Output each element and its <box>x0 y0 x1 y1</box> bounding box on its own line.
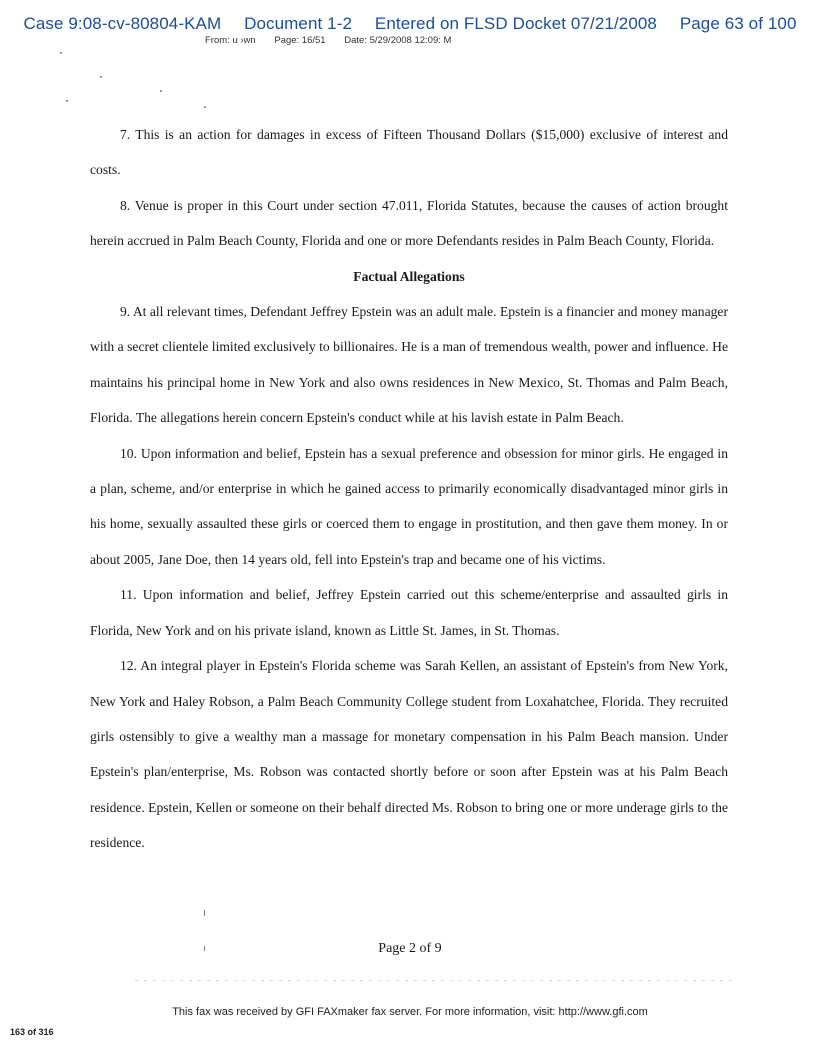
section-heading: Factual Allegations <box>353 268 465 284</box>
paragraph-10: 10. Upon information and belief, Epstein has a sexual preference and obsession for minor girls. He engaged in a plan, scheme, and/or enterprise in which he gained access to primarily economically disadvantaged minor girls in his home, sexually assaulted these girls or coerced them to engage in prostitution, and then gave them money. In or about 2005, Jane Doe, then 14 years old, fell into Epstein's trap and became one of his victims. <box>90 445 728 567</box>
fax-header <box>205 35 467 46</box>
scan-speck <box>100 76 102 78</box>
fax-date: Date: 5/29/2008 12:09: M <box>344 35 452 46</box>
document-body <box>90 117 728 861</box>
scan-speck <box>66 100 68 102</box>
fax-footer: This fax was received by GFI FAXmaker fax server. For more information, visit: http://www.gfi.com <box>172 1006 648 1018</box>
docket-header <box>0 14 820 34</box>
paragraph-12: 12. An integral player in Epstein's Florida scheme was Sarah Kellen, an assistant of Epstein's from New York, New York and Haley Robson, a Palm Beach Community College student from Loxahatchee, Florida. They recruited girls ostensibly to give a wealthy man a massage for monetary compensation in his Palm Beach mansion. Under Epstein's plan/enterprise, Ms. Robson was contacted shortly before or soon after Epstein was at his Palm Beach residence. Epstein, Kellen or someone on their behalf directed Ms. Robson to bring one or more underage girls to the residence. <box>90 658 728 851</box>
scan-speck <box>60 52 62 54</box>
case-number: Case 9:08-cv-80804-KAM <box>23 14 222 33</box>
scan-speck <box>160 90 162 92</box>
docket-page: Page 63 of 100 <box>679 14 797 33</box>
document-number: Document 1-2 <box>244 14 353 33</box>
scan-noise-line <box>135 980 735 981</box>
scan-speck <box>204 910 205 916</box>
paragraph-8: 8. Venue is proper in this Court under section 47.011, Florida Statutes, because the causes of action brought herein accrued in Palm Beach County, Florida and one or more Defendants resides in Palm Beach County, Florida. <box>90 197 728 249</box>
fax-from: From: u ›wn <box>205 35 256 46</box>
paragraph-9: 9. At all relevant times, Defendant Jeffrey Epstein was an adult male. Epstein is a financier and money manager with a secret clientele limited exclusively to billionaires. He is a man of tremendous wealth, power and influence. He maintains his principal home in New York and also owns residences in New Mexico, St. Thomas and Palm Beach, Florida. The allegations herein concern Epstein's conduct while at his lavish estate in Palm Beach. <box>90 304 728 426</box>
page-number: Page 2 of 9 <box>378 941 442 956</box>
scan-speck <box>204 106 206 108</box>
paragraph-7: 7. This is an action for damages in excess of Fifteen Thousand Dollars ($15,000) exclusive of interest and costs. <box>90 127 728 178</box>
fax-page: Page: 16/51 <box>274 35 326 46</box>
paragraph-11: 11. Upon information and belief, Jeffrey Epstein carried out this scheme/enterprise and assaulted girls in Florida, New York and on his private island, known as Little St. James, in St. Thomas. <box>90 587 728 638</box>
page-counter: 163 of 316 <box>10 1027 54 1037</box>
docket-entry: Entered on FLSD Docket 07/21/2008 <box>374 14 657 33</box>
